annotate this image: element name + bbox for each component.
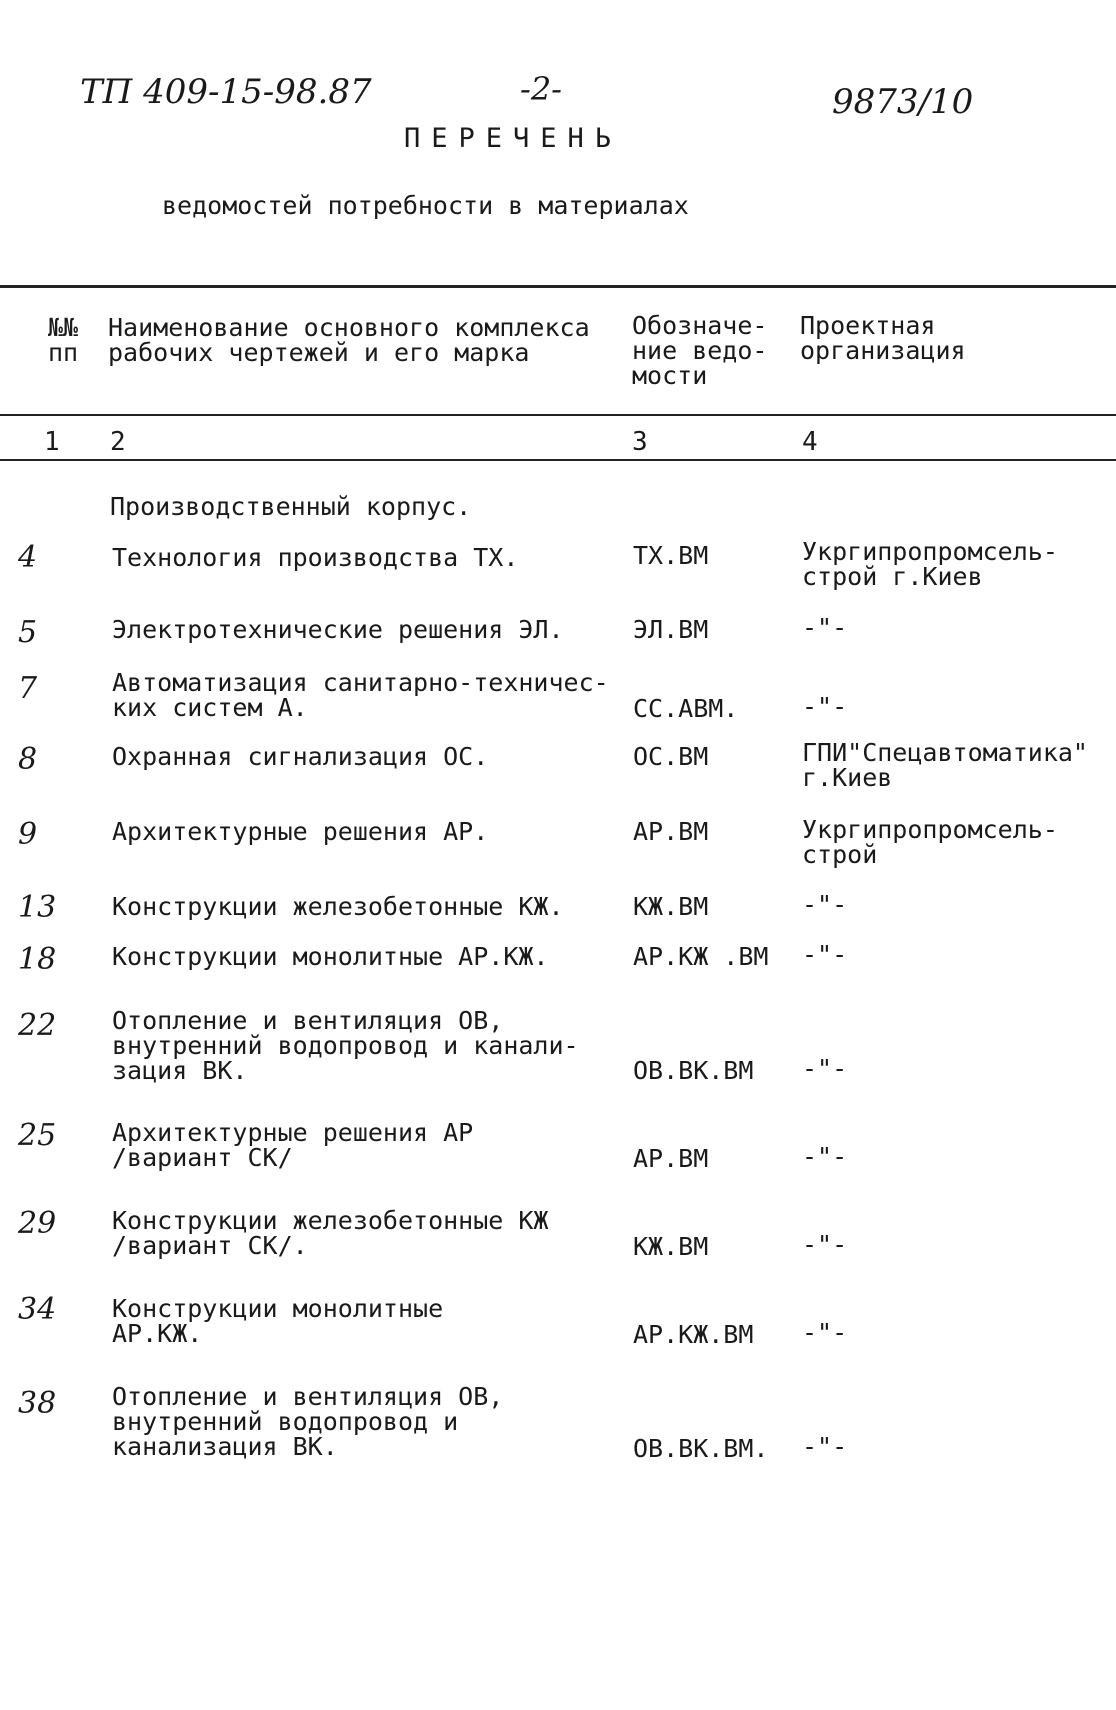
row-code: ТХ.ВМ [633,541,709,570]
row-code: ОС.ВМ [633,742,709,771]
row-code: ОВ.ВК.ВМ. [633,1434,769,1463]
row-number: 34 [18,1292,57,1327]
section-title: Производственный корпус. [110,492,472,521]
row-number: 7 [18,671,38,706]
row-code: АР.КЖ.ВМ [633,1320,754,1349]
row-name: Электротехнические решения ЭЛ. [112,615,564,644]
row-number: 5 [18,615,38,650]
document-code: ТП 409-15-98.87 [80,72,372,112]
row-number: 29 [18,1206,57,1241]
row-number: 38 [18,1386,57,1421]
archive-number: 9873/10 [832,82,974,122]
page-number: -2- [520,70,562,108]
row-name: Конструкции монолитные АР.КЖ. [112,1294,444,1348]
column-number-2: 2 [110,427,126,457]
row-name: Отопление и вентиляция ОВ, внутренний водопровод и канали- зация ВК. [112,1006,579,1085]
row-name: Охранная сигнализация ОС. [112,742,489,771]
row-organization: -"- [802,613,848,642]
row-name: Отопление и вентиляция ОВ, внутренний водопровод и канализация ВК. [112,1382,504,1461]
row-organization: -"- [802,940,848,969]
row-organization: -"- [802,890,848,919]
row-organization: -"- [802,1318,848,1347]
table-top-rule [0,285,1116,288]
column-numbers-rule [0,459,1116,461]
row-code: ЭЛ.ВМ [633,615,709,644]
row-number: 13 [18,890,57,925]
row-number: 9 [18,817,38,852]
column-header-num: №№ пп [48,313,79,367]
row-organization: Укргипропромсель- строй [802,815,1058,869]
row-code: КЖ.ВМ [633,892,709,921]
row-code: АР.КЖ .ВМ [633,942,769,971]
column-number-4: 4 [802,427,818,457]
row-code: КЖ.ВМ [633,1232,709,1261]
row-code: ОВ.ВК.ВМ [633,1056,754,1085]
row-organization: -"- [802,1230,848,1259]
row-number: 25 [18,1118,57,1153]
page-title: ПЕРЕЧЕНЬ [404,123,623,154]
header-bottom-rule [0,414,1116,416]
row-organization: -"- [802,1432,848,1461]
row-number: 18 [18,942,57,977]
page-subtitle: ведомостей потребности в материалах [162,191,689,220]
row-organization: -"- [802,692,848,721]
column-number-3: 3 [632,427,648,457]
row-code: АР.ВМ [633,1144,709,1173]
row-name: Технология производства ТХ. [112,543,519,572]
row-organization: -"- [802,1054,848,1083]
row-name: Архитектурные решения АР /вариант СК/ [112,1118,474,1172]
row-number: 8 [18,742,38,777]
row-code: СС.АВМ. [633,694,739,723]
column-header-name: Наименование основного комплекса рабочих чертежей и его марка [108,313,590,367]
row-name: Архитектурные решения АР. [112,817,489,846]
row-code: АР.ВМ [633,817,709,846]
row-number: 4 [18,540,38,575]
row-organization: Укргипропромсель- строй г.Киев [802,537,1058,591]
row-name: Конструкции железобетонные КЖ /вариант СК/. [112,1206,549,1260]
row-organization: ГПИ"Спецавтоматика" г.Киев [802,738,1088,792]
row-name: Конструкции железобетонные КЖ. [112,892,564,921]
row-name: Конструкции монолитные АР.КЖ. [112,942,549,971]
row-organization: -"- [802,1142,848,1171]
row-name: Автоматизация санитарно-техничес- ких систем А. [112,668,609,722]
column-header-org: Проектная организация [800,311,966,365]
row-number: 22 [18,1008,57,1043]
column-number-1: 1 [44,427,60,457]
column-header-code: Обозначе- ние ведо- мости [632,311,768,390]
